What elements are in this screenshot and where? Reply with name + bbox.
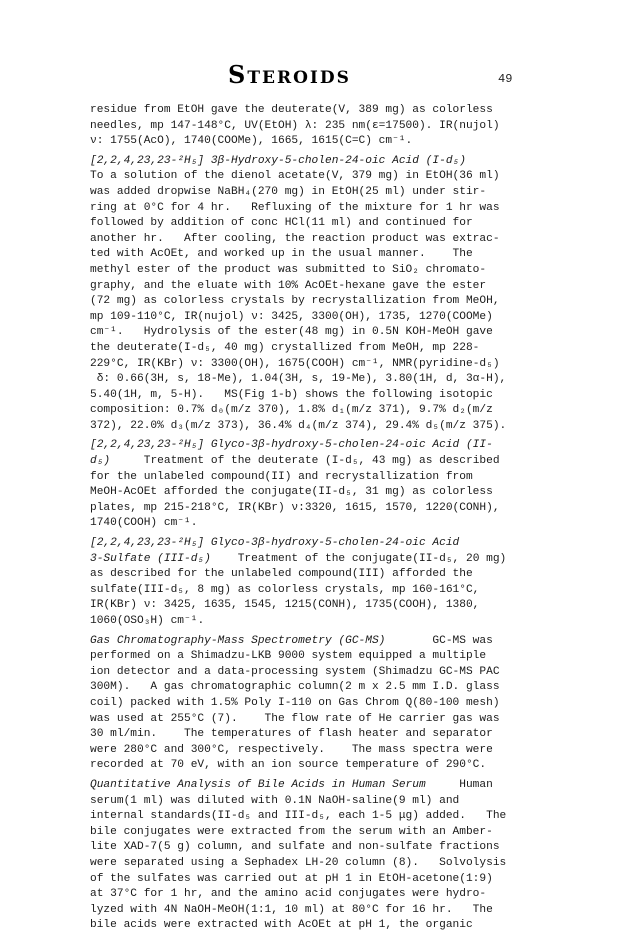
journal-title: STEROIDS [228,60,351,89]
text-line: mp 109-110°C, IR(nujol) ν: 3425, 3300(OH), 1735, 1270(COOMe) [90,310,493,323]
text-line: ion detector and a data-processing system (Shimadzu GC-MS PAC [90,665,500,678]
text-line: MeOH-AcOEt afforded the conjugate(II-d₅, 31 mg) as colorless [90,486,493,499]
text-line: at 37°C for 1 hr, and the amino acid conjugates were hydro- [90,888,487,901]
text-line: methyl ester of the product was submitted to SiO₂ chromato- [90,263,487,276]
text-line: for the unlabeled compound(II) and recrystallization from [90,470,473,483]
text-line: recorded at 70 eV, with an ion source temperature of 290°C. [90,759,487,772]
paragraph-p4 [90,536,602,630]
text-line: 1060(OSO₃H) cm⁻¹. [90,615,205,627]
text-line: as described for the unlabeled compound(III) afforded the [90,568,473,581]
text-line: internal standards(II-d₅ and III-d₅, each 1-5 μg) added. The [90,810,507,823]
section-heading: Quantitative Analysis of Bile Acids in Human Serum [90,778,426,791]
paragraph-p2 [90,154,602,435]
text-line: another hr. After cooling, the reaction product was extrac- [90,232,500,245]
text-line: IR(KBr) ν: 3425, 1635, 1545, 1215(CONH), 1735(COOH), 1380, [90,599,480,612]
text-line: ring at 0°C for 4 hr. Refluxing of the mixture for 1 hr was [90,201,500,214]
text-line: Treatment of the conjugate(II-d₅, 20 mg) [210,552,507,565]
text-line: Treatment of the deuterate (I-d₅, 43 mg) as described [110,455,500,468]
text-line: (72 mg) as colorless crystals by recrystallization from MeOH, [90,295,500,308]
section-heading: [2,2,4,23,23-²H₅] Glyco-3β-hydroxy-5-cholen-24-oic Acid (II- [90,439,493,452]
text-line: plates, mp 215-218°C, IR(KBr) ν:3320, 1615, 1570, 1220(CONH), [90,501,500,514]
section-heading: [2,2,4,23,23-²H₅] 3β-Hydroxy-5-cholen-24-oic Acid (I-d₅) [90,154,466,167]
text-line: ted with AcOEt, and worked up in the usual manner. The [90,248,473,261]
text-line: the deuterate(I-d₅, 40 mg) crystallized from MeOH, mp 228- [90,341,480,354]
text-line: was used at 255°C (7). The flow rate of He carrier gas was [90,712,500,725]
section-heading: Gas Chromatography-Mass Spectrometry (GC-MS) [90,634,386,647]
text-line: composition: 0.7% d₀(m/z 370), 1.8% d₁(m/z 371), 9.7% d₂(m/z [90,404,493,417]
text-line: 1740(COOH) cm⁻¹. [90,517,198,530]
text-line: performed on a Shimadzu-LKB 9000 system equipped a multiple [90,650,487,663]
text-line: lyzed with 4N NaOH-MeOH(1:1, 10 ml) at 80°C for 16 hr. The [90,903,493,916]
text-line: GC-MS was [385,634,493,647]
text-line: needles, mp 147-148°C, UV(EtOH) λ: 235 nm(ε=17500). IR(nujol) [90,119,500,132]
text-line: was added dropwise NaBH₄(270 mg) in EtOH(25 ml) under stir- [90,185,487,198]
text-line: ν: 1755(AcO), 1740(COOMe), 1665, 1615(C=C) cm⁻¹. [90,135,413,148]
page-number: 49 [498,72,513,86]
page-header [0,60,624,90]
paragraph-p3 [90,438,602,532]
text-line: sulfate(III-d₅, 8 mg) as colorless crystals, mp 160-161°C, [90,583,480,596]
paragraph-p1 [90,103,602,150]
text-line: were separated using a Sephadex LH-20 column (8). Solvolysis [90,856,507,869]
section-heading-cont: d₅) [90,455,111,468]
text-line: coil) packed with 1.5% Poly I-110 on Gas Chrom Q(80-100 mesh) [90,696,500,709]
section-heading: [2,2,4,23,23-²H₅] Glyco-3β-hydroxy-5-cholen-24-oic Acid [90,537,460,550]
text-line: δ: 0.66(3H, s, 18-Me), 1.04(3H, s, 19-Me), 3.80(1H, d, 3α-H), [90,373,507,386]
paragraph-p5 [90,634,602,774]
text-line: 300M). A gas chromatographic column(2 m x 2.5 mm I.D. glass [90,681,500,694]
text-line: 5.40(1H, m, 5-H). MS(Fig 1-b) shows the following isotopic [90,388,493,401]
paragraph-p6 [90,778,602,934]
text-line: To a solution of the dienol acetate(V, 379 mg) in EtOH(36 ml) [90,170,500,183]
text-line: serum(1 ml) was diluted with 0.1N NaOH-saline(9 ml) and [90,794,460,807]
text-line: 372), 22.0% d₃(m/z 373), 36.4% d₄(m/z 374), 29.4% d₅(m/z 375). [90,419,507,432]
text-line: 229°C, IR(KBr) ν: 3300(OH), 1675(COOH) cm⁻¹, NMR(pyridine-d₅) [90,357,500,370]
text-line: 30 ml/min. The temperatures of flash heater and separator [90,728,493,741]
text-line: cm⁻¹. Hydrolysis of the ester(48 mg) in 0.5N KOH-MeOH gave [90,326,493,339]
text-line: Human [425,778,493,791]
text-line: residue from EtOH gave the deuterate(V, 389 mg) as colorless [90,104,493,116]
section-heading-cont: 3-Sulfate (III-d₅) [90,552,211,565]
text-line: bile acids were extracted with AcOEt at pH 1, the organic [90,919,473,932]
text-line: followed by addition of conc HCl(11 ml) and continued for [90,217,473,230]
text-line: of the sulfates was carried out at pH 1 in EtOH-acetone(1:9) [90,872,493,885]
text-line: were 280°C and 300°C, respectively. The mass spectra were [90,743,493,756]
text-line: bile conjugates were extracted from the serum with an Amber- [90,825,493,838]
text-line: graphy, and the eluate with 10% AcOEt-hexane gave the ester [90,279,487,292]
text-line: lite XAD-7(5 g) column, and sulfate and non-sulfate fractions [90,841,500,854]
article-body [90,103,602,934]
